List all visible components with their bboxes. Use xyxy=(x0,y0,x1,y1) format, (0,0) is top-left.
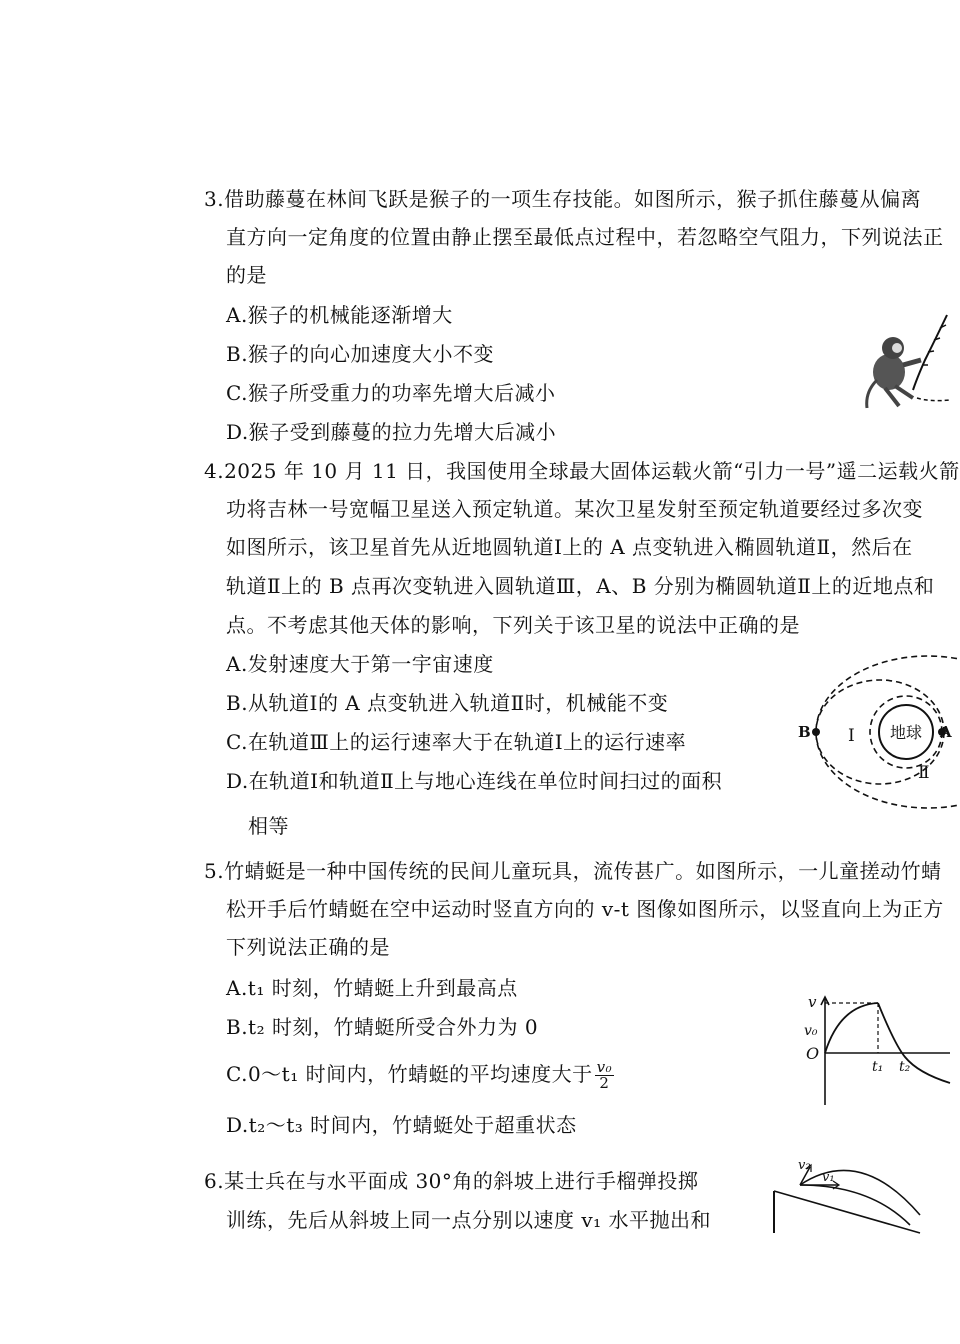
q5-option-c-text: C.0～t₁ 时间内，竹蜻蜓的平均速度大于 xyxy=(226,1062,593,1086)
q4-option-a: A.发射速度大于第一宇宙速度 xyxy=(226,652,494,676)
monkey-vine-figure xyxy=(855,310,950,420)
q3-line-3: 的是 xyxy=(226,263,267,287)
q3-option-b: B.猴子的向心加速度大小不变 xyxy=(226,342,495,366)
t1-label: t₁ xyxy=(872,1059,884,1075)
label-b: B xyxy=(798,723,811,741)
q3-option-d: D.猴子受到藤蔓的拉力先增大后减小 xyxy=(226,420,557,444)
orbit-2-label: Ⅱ xyxy=(918,763,930,783)
q5-option-d: D.t₂～t₃ 时间内，竹蜻蜓处于超重状态 xyxy=(226,1113,577,1137)
orbit-figure xyxy=(790,648,950,818)
q3-option-a: A.猴子的机械能逐渐增大 xyxy=(226,303,453,327)
q4-option-d-continued: 相等 xyxy=(248,814,289,838)
q4-line-2: 功将吉林一号宽幅卫星送入预定轨道。某次卫星发射至预定轨道要经过多次变 xyxy=(226,497,923,521)
q6-line-2: 训练，先后从斜坡上同一点分别以速度 v₁ 水平抛出和 xyxy=(226,1208,712,1232)
q4-line-1: 4.2025 年 10 月 11 日，我国使用全球最大固体运载火箭“引力一号”遥二运载火箭 xyxy=(204,459,960,483)
q5-option-c xyxy=(226,1060,614,1091)
q4-option-b: B.从轨道Ⅰ的 A 点变轨进入轨道Ⅱ时，机械能不变 xyxy=(226,691,669,715)
origin-label: O xyxy=(806,1044,820,1063)
grenade-slope-figure xyxy=(770,1155,950,1235)
earth-label: 地球 xyxy=(889,723,923,742)
q4-option-d: D.在轨道Ⅰ和轨道Ⅱ上与地心连线在单位时间扫过的面积 xyxy=(226,769,723,793)
q4-line-3: 如图所示，该卫星首先从近地圆轨道Ⅰ上的 A 点变轨进入椭圆轨道Ⅱ，然后在 xyxy=(226,535,913,559)
q3-line-2: 直方向一定角度的位置由静止摆至最低点过程中，若忽略空气阻力，下列说法正 xyxy=(226,225,944,249)
q6-line-1: 6.某士兵在与水平面成 30°角的斜坡上进行手榴弹投掷 xyxy=(204,1169,699,1193)
v0-label: v₀ xyxy=(804,1023,818,1039)
q5-option-b: B.t₂ 时刻，竹蜻蜓所受合外力为 0 xyxy=(226,1015,539,1039)
label-a: A xyxy=(940,723,952,741)
q4-line-5: 点。不考虑其他天体的影响，下列关于该卫星的说法中正确的是 xyxy=(226,613,800,637)
q5-line-2: 松开手后竹蜻蜓在空中运动时竖直方向的 v-t 图像如图所示，以竖直向上为正方 xyxy=(226,897,944,921)
v1-label: v₁ xyxy=(822,1170,835,1185)
axis-v-label: v xyxy=(808,993,817,1011)
q5-line-3: 下列说法正确的是 xyxy=(226,935,390,959)
fraction-v0-over-2: $\frac{\text{v₀}}{2}$ xyxy=(596,1058,613,1092)
orbit-1-label: Ⅰ xyxy=(848,726,855,746)
v2-label: v₂ xyxy=(798,1158,811,1173)
q3-line-1: 3.借助藤蔓在林间飞跃是猴子的一项生存技能。如图所示，猴子抓住藤蔓从偏离 xyxy=(204,187,922,211)
q5-line-1: 5.竹蜻蜓是一种中国传统的民间儿童玩具，流传甚广。如图所示，一儿童搓动竹蜻 xyxy=(204,859,942,883)
q4-line-4: 轨道Ⅱ上的 B 点再次变轨进入圆轨道Ⅲ，A、B 分别为椭圆轨道Ⅱ上的近地点和 xyxy=(226,574,935,598)
q5-option-a: A.t₁ 时刻，竹蜻蜓上升到最高点 xyxy=(226,976,518,1000)
v-t-graph xyxy=(800,995,950,1110)
t2-label: t₂ xyxy=(899,1059,911,1075)
q3-option-c: C.猴子所受重力的功率先增大后减小 xyxy=(226,381,556,405)
point-b xyxy=(812,728,820,736)
q4-option-c: C.在轨道Ⅲ上的运行速率大于在轨道Ⅰ上的运行速率 xyxy=(226,730,687,754)
